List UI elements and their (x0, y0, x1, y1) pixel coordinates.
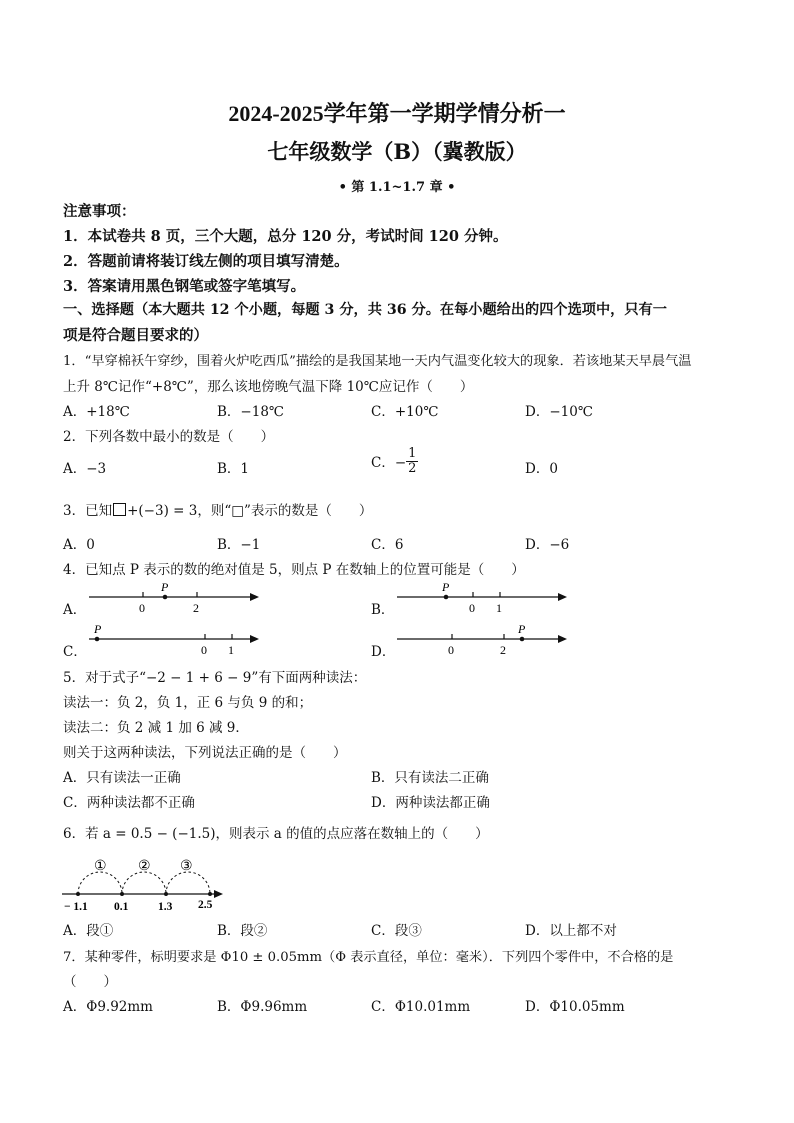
tick-label: 2 (193, 601, 199, 615)
segment-3-label: ③ (180, 859, 193, 874)
q3-option-b: B．−1 (217, 537, 261, 553)
tick-label: 0.1 (114, 901, 129, 913)
q2-fraction-denominator: 2 (408, 460, 417, 476)
point-p (444, 595, 449, 600)
tick-label: 2 (500, 643, 506, 657)
tick-label: 1.3 (158, 901, 173, 913)
q2-option-c (371, 447, 418, 475)
tick-label: 0 (201, 643, 207, 657)
arrow-icon (250, 635, 259, 643)
q3-stem-pre: 3．已知 (63, 503, 113, 519)
blank-square-icon (113, 503, 126, 516)
q4-axis-b (393, 580, 573, 616)
q6-option-d: D．以上都不对 (525, 923, 617, 939)
point-p-label: P (442, 580, 450, 594)
point-p (95, 637, 100, 642)
tick-label: 1 (496, 601, 502, 615)
section-heading-line1: 一、选择题（本大题共 12 个小题，每题 3 分，共 36 分。在每小题给出的四个选项中，只有一 (63, 302, 667, 318)
q7-option-a: A．Φ9.92mm (63, 999, 153, 1015)
q3-option-c: C．6 (371, 537, 404, 553)
q3-stem (63, 499, 372, 519)
tick-label: − 1.1 (64, 901, 88, 913)
page-subtitle: 七年级数学（B）（冀教版） (267, 139, 527, 164)
q3-option-d: D．−6 (525, 537, 570, 553)
tick-label: 0 (469, 601, 475, 615)
arrow-icon (558, 593, 567, 601)
page-title: 2024-2025学年第一学期学情分析一 (228, 101, 566, 126)
q1-stem-line1: 1．“早穿棉袄午穿纱，围着火炉吃西瓜”描绘的是我国某地一天内气温变化较大的现象．若该地某天早晨气温 (63, 354, 692, 369)
q4-option-b: B． (371, 602, 395, 618)
q2-stem: 2．下列各数中最小的数是（ ） (63, 429, 275, 445)
q5-reading-1: 读法一：负 2，负 1，正 6 与负 9 的和； (63, 695, 313, 711)
q6-option-b: B．段② (217, 923, 268, 939)
segment-3-arc (166, 872, 210, 894)
q2-fraction-numerator: 1 (408, 446, 417, 461)
point-p-label: P (161, 580, 169, 594)
q2-option-d: D．0 (525, 461, 558, 477)
q5-stem: 5．对于式子“−2 − 1 + 6 − 9”有下面两种读法： (63, 670, 367, 686)
q1-option-a: A．+18℃ (63, 404, 130, 420)
section-heading-line2: 项是符合题目要求的） (63, 327, 208, 344)
q6-option-a: A．段① (63, 923, 114, 939)
q7-option-c: C．Φ10.01mm (371, 999, 471, 1015)
q3-option-a: A．0 (63, 537, 95, 553)
q5-question: 则关于这两种读法，下列说法正确的是（ ） (63, 745, 347, 761)
tick-label: 0 (139, 601, 145, 615)
q4-option-d: D． (371, 644, 396, 660)
notice-item-1: 1．本试卷共 8 页，三个大题，总分 120 分，考试时间 120 分钟。 (63, 228, 508, 245)
notice-item-2: 2．答题前请将装订线左侧的项目填写清楚。 (63, 253, 349, 270)
arrow-icon (214, 890, 223, 898)
q4-axis-c (85, 622, 265, 658)
q4-option-a: A． (63, 602, 87, 618)
point-p (520, 637, 525, 642)
arrow-icon (558, 635, 567, 643)
q1-option-d: D．−10℃ (525, 404, 593, 420)
q2-option-c-label: C．− (371, 455, 407, 472)
tick-label: 0 (448, 643, 454, 657)
q7-stem-line1: 7．某种零件，标明要求是 Φ10 ± 0.05mm（Φ 表示直径，单位：毫米）．下列四个零件中，不合格的是 (63, 950, 674, 965)
segment-2-label: ② (138, 859, 151, 874)
tick-label: 1 (228, 643, 234, 657)
notice-item-3: 3．答案请用黑色钢笔或签字笔填写。 (63, 278, 306, 295)
q5-option-d: D．两种读法都正确 (371, 795, 490, 811)
q1-option-b: B．−18℃ (217, 404, 285, 420)
q2-option-b: B．1 (217, 461, 250, 477)
chapter-scope: • 第 1.1~1.7 章 • (338, 180, 456, 195)
q2-fraction (406, 447, 418, 475)
point-p-label: P (518, 622, 526, 636)
q3-stem-post: +(−3) = 3，则“□”表示的数是（ ） (127, 503, 373, 519)
tick-label: 2.5 (198, 899, 213, 911)
q7-option-b: B．Φ9.96mm (217, 999, 308, 1015)
q4-option-c: C． (63, 644, 87, 660)
segment-1-arc (78, 872, 122, 894)
q4-stem: 4．已知点 P 表示的数的绝对值是 5，则点 P 在数轴上的位置可能是（ ） (63, 562, 525, 578)
q6-option-c: C．段③ (371, 923, 422, 939)
q7-option-d: D．Φ10.05mm (525, 999, 625, 1015)
q6-stem: 6．若 a = 0.5 − (−1.5)，则表示 a 的值的点应落在数轴上的（ ） (63, 826, 489, 842)
q5-option-a: A．只有读法一正确 (63, 770, 181, 786)
q1-stem-line2: 上升 8℃记作“+8℃”，那么该地傍晚气温下降 10℃应记作（ ） (63, 379, 474, 395)
q6-number-line (60, 852, 235, 914)
segment-2-arc (122, 872, 166, 894)
segment-1-label: ① (94, 859, 107, 874)
notice-heading: 注意事项： (63, 203, 136, 220)
point-p (163, 595, 168, 600)
point-p-label: P (94, 622, 102, 636)
q5-option-b: B．只有读法二正确 (371, 770, 489, 786)
q5-option-c: C．两种读法都不正确 (63, 795, 195, 811)
q4-axis-d (393, 622, 573, 658)
q5-reading-2: 读法二：负 2 减 1 加 6 减 9． (63, 720, 249, 736)
q7-stem-line2: （ ） (63, 974, 117, 990)
q2-option-a: A．−3 (63, 461, 107, 477)
arrow-icon (250, 593, 259, 601)
q1-option-c: C．+10℃ (371, 404, 439, 420)
q4-axis-a (85, 580, 265, 616)
